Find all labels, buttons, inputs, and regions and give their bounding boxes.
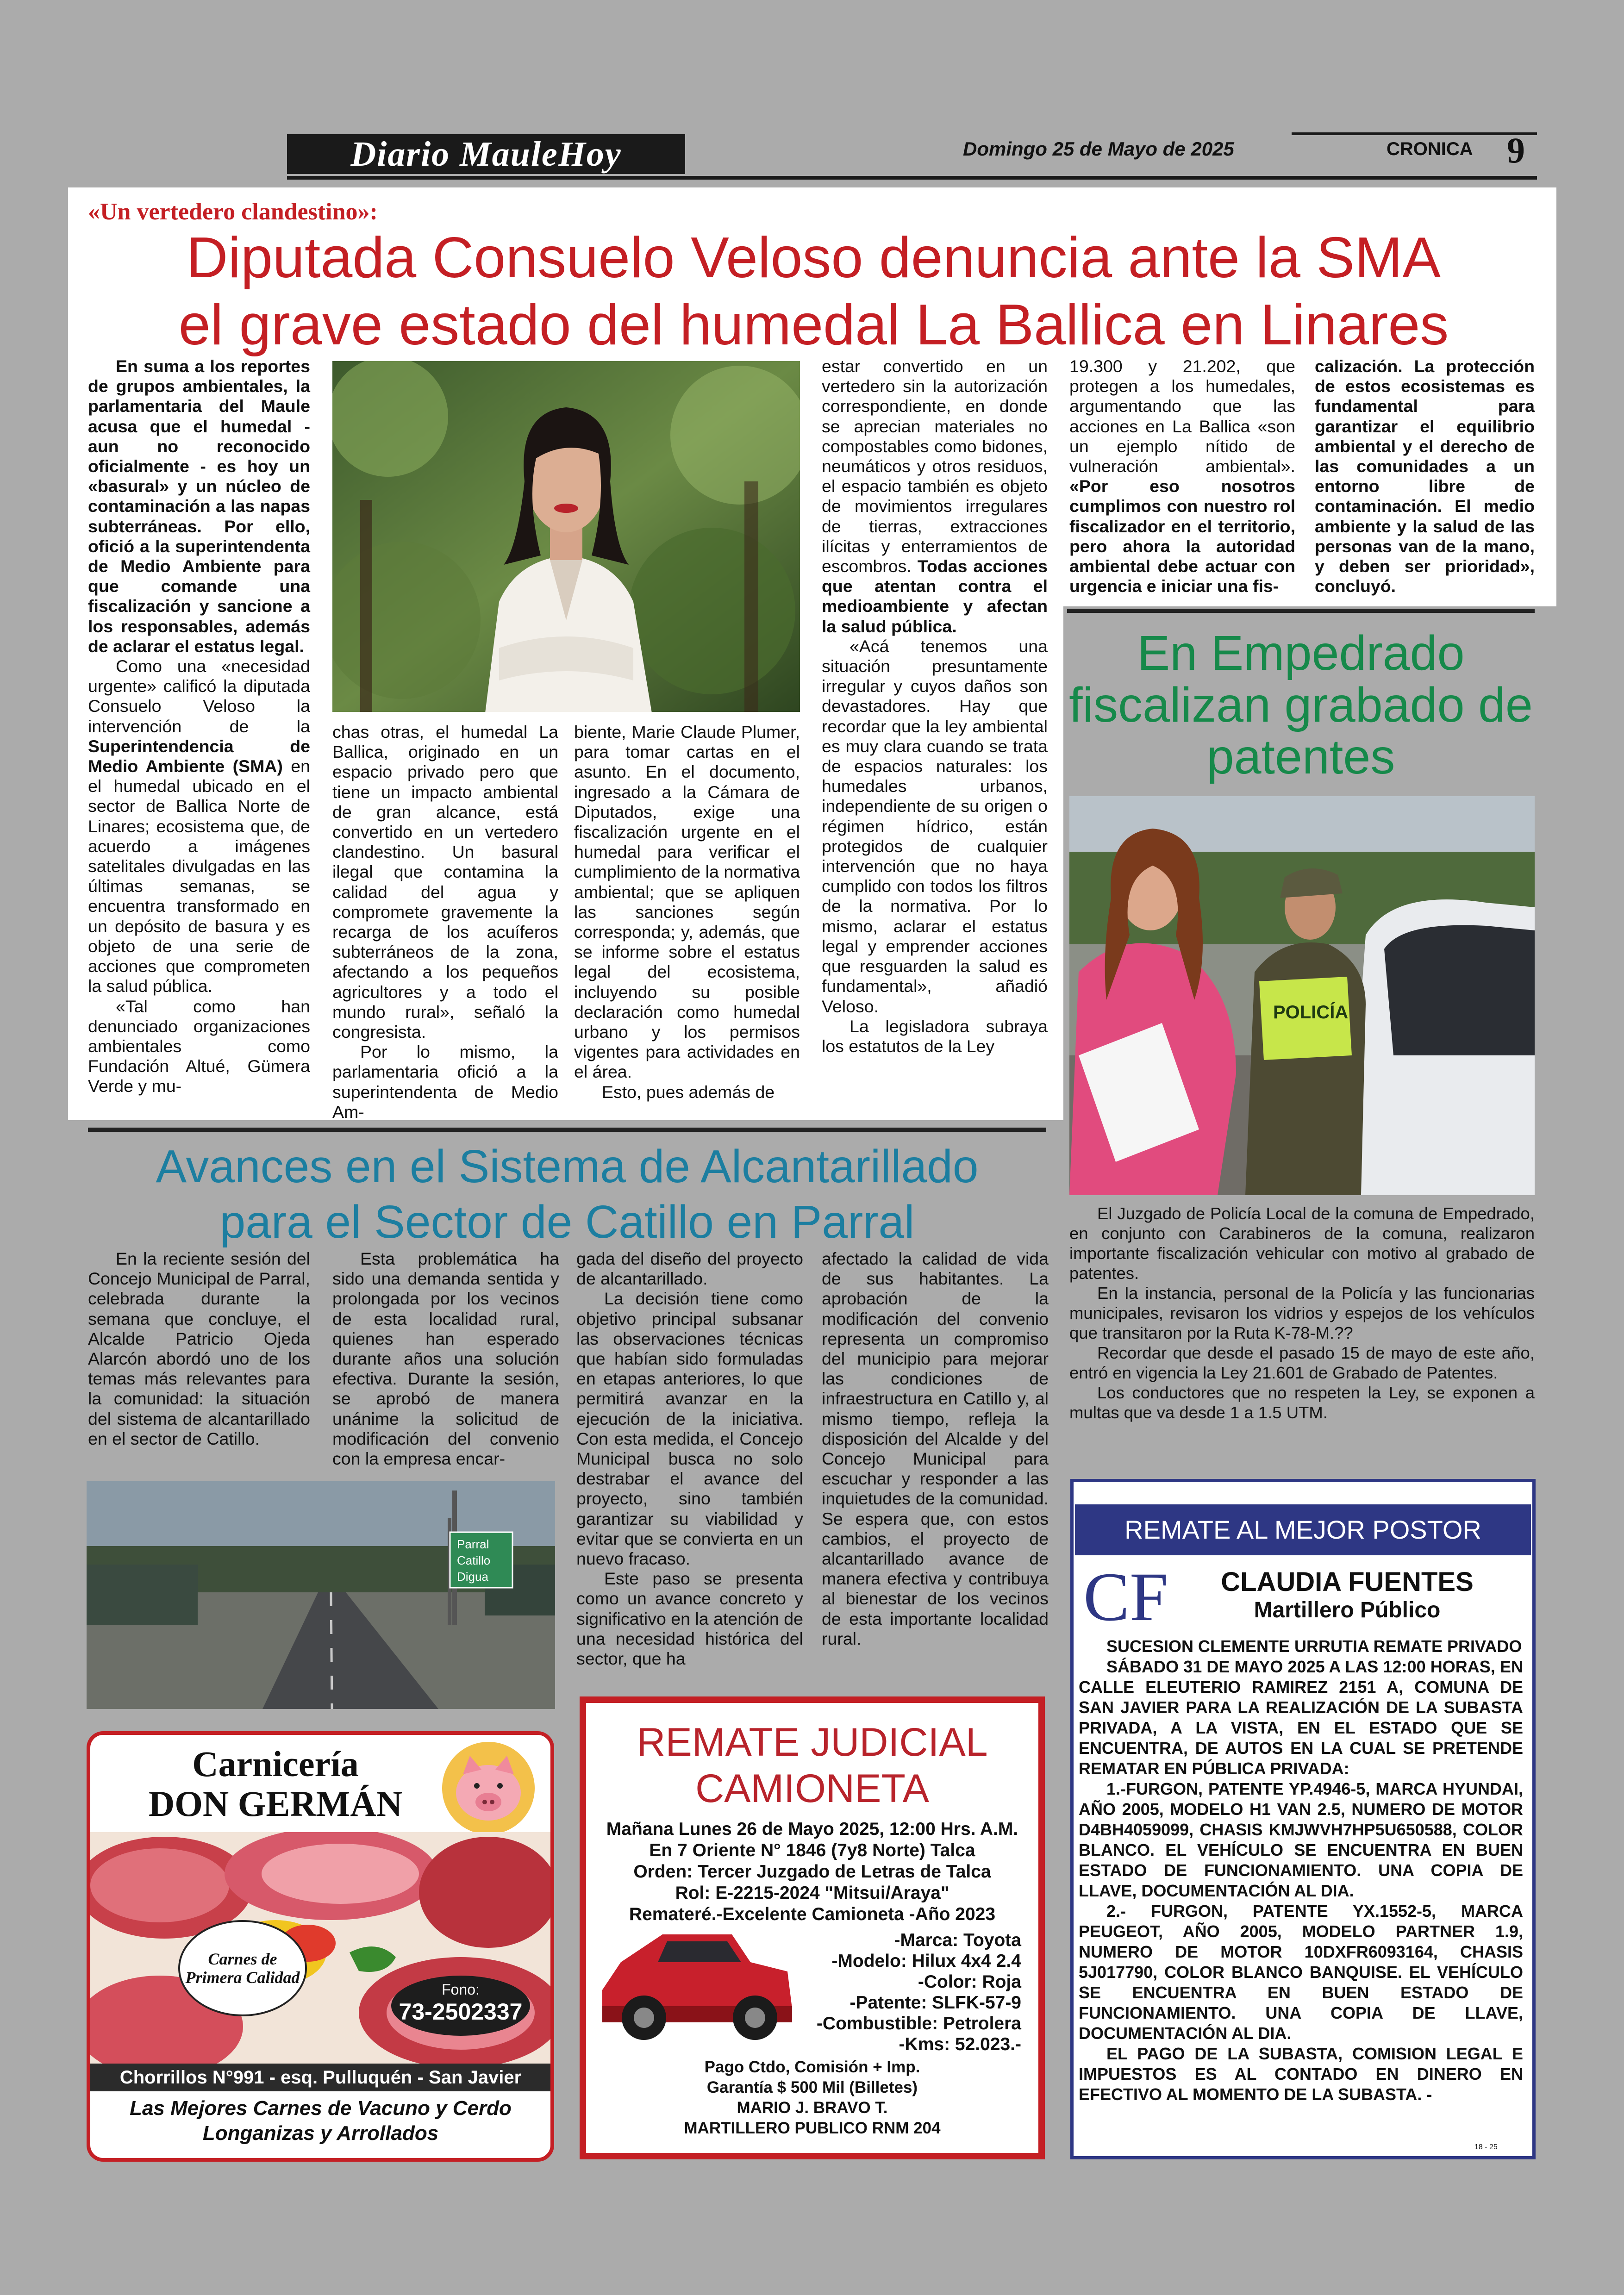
article-paragraph: calización. La protección de estos ecosistemas es fundamental para garantizar el equilibrio ambiental y el derecho de las comunidades a un entorno libre de contaminación. El medio ambiente y la salud de las personas van de la mano, y deben ser prioridad», concluyó.: [1315, 356, 1535, 596]
article-headline: [69, 225, 1558, 359]
slogan-line-2: Longanizas y Arrollados: [202, 2122, 439, 2145]
remate-judicial-title: [586, 1719, 1038, 1812]
martillero-identity: [1171, 1567, 1523, 1623]
carniceria-slogan: [90, 2096, 551, 2146]
catillo-headline: [88, 1139, 1046, 1250]
remate-detail-line: Mañana Lunes 26 de Mayo 2025, 12:00 Hrs. A.M.: [606, 1819, 1018, 1839]
article-paragraph: [822, 356, 1048, 636]
article-paragraph: Los conductores que no respeten la Ley, se exponen a multas que va desde 1 a 1.5 UTM.: [1069, 1383, 1535, 1422]
sidebar-rule: [1067, 609, 1535, 613]
catillo-col-2: [332, 1249, 559, 1469]
carniceria-phone-badge: [391, 1976, 530, 2036]
remate-paragraph: 1.-FURGON, PATENTE YP.4946-5, MARCA HYUNDAI, AÑO 2005, MODELO H1 VAN 2.5, NUMERO DE MOTOR D4BH4059099, CHASIS KMJWVH7HP5U650588, COLOR BLANCO. EL VEHÍCULO SE ENCUENTRA EN BUEN ESTADO DE FUNCIONAMIENTO. UNA COPIA DE LLAVE, DOCUMENTACIÓN AL DIA.: [1079, 1779, 1523, 1900]
article-paragraph: biente, Marie Claude Plumer, para tomar cartas en el asunto. En el documento, ingresado a la Cámara de Diputados, exige una fiscalización urgente en el humedal para verificar el cumplimiento de la normativa ambiental; que se apliquen las sanciones según corresponda; y, además, que se informe sobre el estatus legal del ecosistema, incluyendo su posible declaración como humedal urbano y los permisos vigentes para actividades en el área.: [574, 722, 800, 1082]
article-paragraph: Por lo mismo, la parlamentaria ofició a la superintendenta de Medio Am-: [332, 1042, 558, 1122]
article-paragraph: La decisión tiene como objetivo principal subsanar las observaciones técnicas que habían sido formuladas en etapas anteriores, lo que permitirá avanzar en la ejecución de la iniciativa. Con esta medida, el Concejo Municipal busca no solo destrabar el avance del proyecto, sino también garantizar su viabilidad y evitar que se convierta en un nuevo fracaso.: [576, 1289, 803, 1569]
article-paragraph: afectado la calidad de vida de sus habitantes. La aprobación de la modificación del convenio representa un compromiso del municipio para mejorar las condiciones de infraestructura en Catillo y, al mismo tiempo, refleja la disposición del Alcalde y del Concejo Municipal para escuchar y responder a las inquietudes de la comunidad. Se espera que, con estos cambios, el proyecto de alcantarillado avance de manera efectiva y contribuya al bienestar de los vecinos de esta importante localidad rural.: [822, 1249, 1049, 1648]
remate-paragraph: 2.- FURGON, PATENTE YX.1552-5, MARCA PEUGEOT, AÑO 2005, MODELO PARTNER 1.9, NUMERO DE MOTOR 10DXFR6093164, CHASIS 5J017790, COLOR BLANCO BANQUISE. EL VEHÍCULO SE ENCUENTRA EN BUEN ESTADO DE FUNCIONAMIENTO. UNA COPIA DE LLAVE, DOCUMENTACIÓN AL DIA.: [1079, 1902, 1523, 2043]
main-article-col-3: [574, 722, 800, 1102]
remate-paragraph: EL PAGO DE LA SUBASTA, COMISION LEGAL E IMPUESTOS ES AL CONTADO EN DINERO EN EFECTIVO AL MOMENTO DE LA SUBASTA. -: [1079, 2044, 1523, 2104]
slogan-line-1: Las Mejores Carnes de Vacuno y Cerdo: [130, 2097, 512, 2120]
remate-judicial-specs: [799, 1930, 1021, 2055]
remate-paragraph: SÁBADO 31 DE MAYO 2025 A LAS 12:00 HORAS, EN CALLE ELEUTERIO RAMIREZ 2151 A, COMUNA DE SAN JAVIER PARA LA REALIZACIÓN DE LA SUBASTA PRIVADA, A LA VISTA, EN EL ESTADO QUE SE ENCUENTRA, DE AUTOS EN LA CUAL SE PRETENDE REMATAR EN PÚBLICA PRIVADA:: [1079, 1657, 1523, 1778]
catillo-col-1: [88, 1249, 310, 1449]
article-paragraph: En la instancia, personal de la Policía y las funcionarias municipales, revisaron los vidrios y espejos de los vehículos que transitaron por la Ruta K-78-M.??: [1069, 1284, 1535, 1342]
text-run-bold: Todas acciones que atentan contra el medioambiente y afectan la salud pública.: [822, 556, 1048, 636]
remate-spec-line: -Modelo: Hilux 4x4 2.4: [831, 1951, 1021, 1971]
fiscalizacion-photo: [1069, 796, 1535, 1195]
carniceria-quality-badge: Carnes de Primera Calidad: [178, 1920, 307, 2016]
article-paragraph: «Tal como han denunciado organizaciones ambientales como Fundación Altué, Gümera Verde y mu-: [88, 996, 310, 1096]
remate-detail-line: Rol: E-2215-2024 "Mitsui/Araya": [675, 1883, 949, 1903]
road-photo-illustration: [87, 1481, 555, 1709]
carniceria-address: Chorrillos N°991 - esq. Pulluquén - San Javier: [90, 2064, 551, 2091]
main-article-col-5: [1069, 356, 1295, 596]
text-run: Como una «necesidad urgente» calificó la diputada Consuelo Veloso la intervención de la: [88, 656, 310, 736]
newspaper-masthead: Diario MauleHoy: [287, 134, 685, 174]
issue-date: Domingo 25 de Mayo de 2025: [963, 138, 1234, 160]
article-paragraph: Esta problemática ha sido una demanda sentida y prolongada por los vecinos de esta localidad rural, quienes han esperado durante años una solución efectiva. Durante la sesión, se aprobó de manera unánime la solicitud de modificación del convenio con la empresa encar-: [332, 1249, 559, 1469]
article-paragraph: La legisladora subraya los estatutos de la Ley: [822, 1016, 1048, 1056]
remate-spec-line: -Combustible: Petrolera: [816, 2014, 1021, 2033]
article-paragraph: Este paso se presenta como un avance concreto y significativo en la atención de una necesidad histórica del sector, que ha: [576, 1569, 803, 1669]
claudia-fuentes-logo: CF: [1083, 1559, 1168, 1635]
remate-footer-line: Garantía $ 500 Mil (Billetes): [706, 2078, 918, 2096]
headline-line-2: para el Sector de Catillo en Parral: [219, 1196, 915, 1248]
remate-title-line-1: REMATE JUDICIAL: [637, 1720, 988, 1765]
remate-title-line-2: CAMIONETA: [695, 1766, 929, 1811]
sidebar-body: [1069, 1204, 1535, 1422]
section-rule: [88, 1128, 1046, 1132]
remate-footer-line: Pago Ctdo, Comisión + Imp.: [704, 2058, 920, 2076]
ad-code: 18 - 25: [1474, 2143, 1498, 2151]
deputy-photo-illustration: [332, 361, 800, 712]
sidebar-headline: En Empedrado fiscalizan grabado de patentes: [1069, 626, 1533, 784]
remate-spec-line: -Patente: SLFK-57-9: [849, 1993, 1021, 2013]
remate-spec-line: -Marca: Toyota: [894, 1930, 1021, 1950]
pig-icon: [442, 1742, 535, 1834]
article-paragraph: «Acá tenemos una situación presuntamente irregular y cuyos daños son devastadores. Hay que recordar que la ley ambiental es muy clara cuando se trata de espacios naturales: los humedales urbanos, independiente de su origen o régimen hídrico, están protegidos de cualquier intervención que no haya cumplido con todos los filtros de la normativa. Por lo mismo, aclarar el estatus legal y emprender acciones que resguarden la salud es fundamental», añadió Veloso.: [822, 636, 1048, 1016]
text-run: 19.300 y 21.202, que protegen a los humedales, argumentando que las acciones en La Ballica «son un ejemplo nítido de vulneración ambiental».: [1069, 356, 1295, 476]
header-rule-top: [1292, 132, 1537, 135]
road-sign-text: Parral: [457, 1537, 489, 1551]
text-run-bold: Superintendencia de Medio Ambiente (SMA): [88, 736, 310, 776]
article-paragraph: El Juzgado de Policía Local de la comuna de Empedrado, en conjunto con Carabineros de la comuna, realizaron importante fiscalización vehicular con motivo al grabado de patentes.: [1069, 1204, 1535, 1283]
police-vest-label: POLICÍA: [1273, 1002, 1349, 1023]
remate-judicial-details: [586, 1819, 1038, 1925]
road-sign-text: Catillo: [457, 1553, 491, 1567]
ad-remate-judicial: [580, 1696, 1045, 2159]
deputy-photo: [332, 361, 800, 712]
article-lead: En suma a los reportes de grupos ambientales, la parlamentaria del Maule acusa que el humedal - aun no reconocido oficialmente - es hoy un «basural» y un núcleo de contaminación a las napas subterráneas. Por ello, ofició a la superintendenta de Medio Ambiente para que comande una fiscalización y sancione a los responsables, además de aclarar el estatus legal.: [88, 356, 310, 656]
headline-line-1: Diputada Consuelo Veloso denuncia ante la SMA: [186, 226, 1441, 290]
main-article-col-4: [822, 356, 1048, 1056]
camioneta-photo: [593, 1916, 799, 2050]
catillo-col-3: [576, 1249, 803, 1669]
remate-postor-body: [1079, 1636, 1523, 2105]
article-kicker: «Un vertedero clandestino»:: [88, 199, 378, 225]
article-paragraph: [88, 656, 310, 996]
page-number: 9: [1507, 130, 1525, 170]
header-rule: [287, 176, 1537, 180]
remate-postor-header: REMATE AL MEJOR POSTOR: [1075, 1504, 1531, 1555]
carniceria-title-line-2: DON GERMÁN: [148, 1784, 403, 1824]
fiscalizacion-photo-illustration: [1069, 796, 1535, 1195]
remate-paragraph: SUCESION CLEMENTE URRUTIA REMATE PRIVADO: [1106, 1637, 1522, 1656]
remate-detail-line: En 7 Oriente N° 1846 (7y8 Norte) Talca: [649, 1840, 975, 1860]
main-article-col-2: [332, 722, 558, 1122]
road-sign-text: Digua: [457, 1570, 488, 1584]
remate-footer-line: MARTILLERO PUBLICO RNM 204: [684, 2119, 941, 2137]
main-article-col-6: [1315, 356, 1535, 596]
martillero-name: CLAUDIA FUENTES: [1221, 1567, 1474, 1597]
martillero-role: Martillero Público: [1254, 1598, 1441, 1622]
text-run: en el humedal ubicado en el sector de Ballica Norte de Linares; ecosistema que, de acuerdo a imágenes satelitales divulgadas en las últimas semanas, se encuentra transformado en un depósito de basura y es objeto de una serie de acciones que comprometen la salud pública.: [88, 756, 310, 996]
headline-line-1: Avances en el Sistema de Alcantarillado: [156, 1141, 979, 1192]
article-paragraph: Recordar que desde el pasado 15 de mayo de este año, entró en vigencia la Ley 21.601 de Grabado de Patentes.: [1069, 1343, 1535, 1382]
article-paragraph: [1069, 356, 1295, 596]
catillo-col-4: [822, 1249, 1049, 1649]
remate-detail-line: Orden: Tercer Juzgado de Letras de Talca: [633, 1862, 991, 1882]
phone-label: Fono:: [442, 1981, 480, 1998]
carniceria-title-line-1: Carnicería: [192, 1744, 359, 1784]
text-run: estar convertido en un vertedero sin la autorización correspondiente, en donde se aprecian materiales no compostables como bidones, neumáticos y otros residuos, el espacio también es objeto de movimientos irregulares de tierras, extracciones ilícitas y enterramientos de escombros.: [822, 356, 1048, 576]
remate-spec-line: -Color: Roja: [918, 1972, 1021, 1992]
article-paragraph: Esto, pues además de: [602, 1082, 775, 1102]
article-paragraph: chas otras, el humedal La Ballica, originado en un espacio privado pero que tiene un impacto ambiental de gran alcance, está convertido en un vertedero clandestino. Un basural ilegal que contamina la calidad del agua y compromete gravemente la recarga de los acuíferos subterráneos de la zona, afectando a los pequeños agricultores y a todo el mundo rural», señaló la congresista.: [332, 722, 558, 1042]
remate-spec-line: -Kms: 52.023.-: [899, 2034, 1021, 2054]
section-label: CRONICA: [1387, 139, 1473, 159]
article-paragraph: En la reciente sesión del Concejo Municipal de Parral, celebrada durante la semana que concluye, el Alcalde Patricio Ojeda Alarcón abordó uno de los temas más relevantes para la comunidad: la situación del sistema de alcantarillado en el sector de Catillo.: [88, 1249, 310, 1448]
ad-carniceria: [87, 1731, 554, 2162]
remate-judicial-footer: [586, 2057, 1038, 2139]
remate-detail-line: Remateré.-Excelente Camioneta -Año 2023: [629, 1904, 996, 1924]
headline-line-2: el grave estado del humedal La Ballica en Linares: [178, 293, 1449, 357]
text-run-bold: «Por eso nosotros cumplimos con nuestro rol fiscalizador en el territorio, pero ahora la autoridad ambiental debe actuar con urgencia e iniciar una fis-: [1069, 476, 1295, 596]
catillo-road-photo: [87, 1481, 555, 1709]
article-paragraph: gada del diseño del proyecto de alcantarillado.: [576, 1249, 803, 1289]
phone-number: 73-2502337: [399, 1999, 523, 2025]
remate-footer-line: MARIO J. BRAVO T.: [737, 2099, 888, 2117]
pig-icon-svg: [442, 1742, 535, 1834]
carniceria-title: [90, 1744, 461, 1824]
main-article-col-1: [88, 356, 310, 1097]
